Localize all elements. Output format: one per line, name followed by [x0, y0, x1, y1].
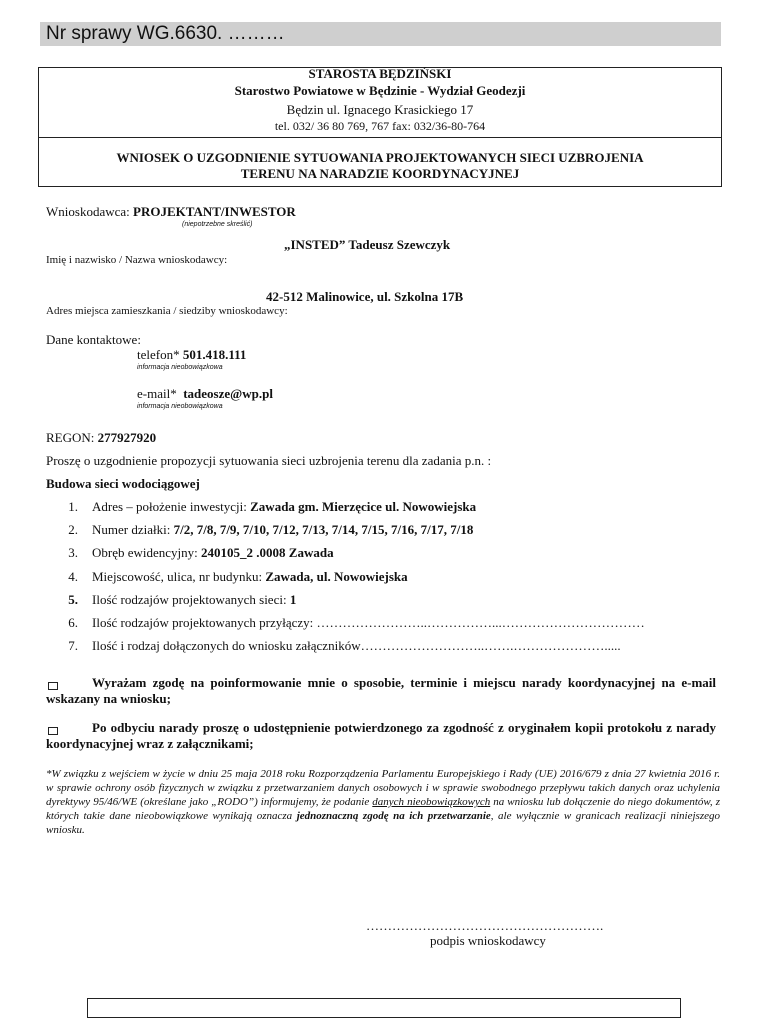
list-item	[62, 569, 408, 585]
phone-value: 501.418.111	[182, 347, 247, 362]
gdpr-text-part1: *W związku z wejściem w życie w dniu 25 maja 2018 roku Rozporządzenia Parlamentu Europejskiego i Rady (UE) 2016/679 z dnia 27 kwietnia 2016 r. w sprawie ochrony osób fizycznych w związku z przetwarzaniem danych osobowych i w sprawie swobodnego przepływu takich danych oraz uchylenia dyrektywy 95/46/WE (określane jako „RODO”) informujemy, że podanie	[46, 768, 720, 808]
org-address: Będzin ul. Ignacego Krasickiego 17	[286, 102, 474, 117]
applicant-note: (niepotrzebne skreślić)	[182, 221, 253, 228]
item-value: 7/2, 7/8, 7/9, 7/10, 7/12, 7/13, 7/14, 7/15, 7/16, 7/17, 7/18	[173, 522, 474, 537]
email-note: informacja nieobowiązkowa	[137, 403, 223, 410]
org-phone: tel. 032/ 36 80 769, 767 fax: 032/36-80-764	[274, 119, 486, 133]
item-label: Ilość rodzajów projektowanych sieci:	[92, 592, 287, 607]
org-title: STAROSTA BĘDZIŃSKI	[308, 66, 452, 81]
task-name: Budowa sieci wodociągowej	[46, 476, 200, 491]
request-text: Proszę o uzgodnienie propozycji sytuowania sieci uzbrojenia terenu dla zadania p.n. :	[46, 453, 492, 468]
footer-box	[87, 998, 681, 1018]
form-title-line1: WNIOSEK O UZGODNIENIE SYTUOWANIA PROJEKTOWANYCH SIECI UZBROJENIA	[116, 150, 644, 165]
item-value: Zawada, ul. Nowowiejska	[265, 569, 408, 584]
gdpr-text-part3: , ale wyłącznie w granicach realizacji niniejszego wniosku.	[46, 810, 720, 836]
item-label: Numer działki:	[92, 522, 171, 537]
applicant-address-label: Adres miejsca zamieszkania / siedziby wnioskodawcy:	[46, 305, 288, 317]
email-row	[137, 386, 273, 402]
signature-line: ……………………………………………….	[366, 918, 604, 933]
item-number: 2.	[68, 522, 78, 537]
regon-value: 277927920	[97, 430, 157, 445]
consent-protocol-text: Po odbyciu narady proszę o udostępnienie potwierdzonego za zgodność z oryginałem kopii protokołu z narady koordynacyjnej wraz z załącznikami;	[46, 720, 716, 751]
phone-label: telefon*	[137, 347, 180, 362]
list-item	[62, 638, 621, 654]
header-divider	[38, 137, 722, 138]
consent-email-text: Wyrażam zgodę na poinformowanie mnie o sposobie, terminie i miejscu narady koordynacyjnej na e-mail wskazany na wniosku;	[46, 675, 716, 706]
list-item	[62, 499, 476, 515]
item-label: Ilość rodzajów projektowanych przyłączy: ……………………..……………...……………………………	[92, 615, 645, 630]
form-title-line2: TERENU NA NARADZIE KOORDYNACYJNEJ	[240, 166, 520, 181]
regon-row	[46, 430, 156, 446]
list-item	[62, 545, 334, 561]
item-value: 1	[289, 592, 297, 607]
case-number-bar	[40, 22, 721, 46]
applicant-row	[46, 204, 296, 220]
org-subtitle: Starostwo Powiatowe w Będzinie - Wydział Geodezji	[234, 83, 526, 98]
applicant-address: 42-512 Malinowice, ul. Szkolna 17B	[266, 289, 464, 304]
list-item	[62, 592, 296, 608]
phone-note: informacja nieobowiązkowa	[137, 364, 223, 371]
regon-label: REGON:	[46, 430, 95, 445]
item-number: 3.	[68, 545, 78, 560]
item-number: 1.	[68, 499, 78, 514]
item-label: Miejscowość, ulica, nr budynku:	[92, 569, 263, 584]
gdpr-text-part2: na wniosku lub dołączenie do niego dokumentów, z których takie dane nieobowiązkowe wynikają oznacza	[46, 796, 720, 822]
item-label: Adres – położenie inwestycji:	[92, 499, 247, 514]
case-number: Nr sprawy WG.6630. ………	[46, 23, 285, 44]
applicant-name: „INSTED” Tadeusz Szewczyk	[284, 237, 451, 252]
applicant-label: Wnioskodawca:	[46, 204, 130, 219]
list-item	[62, 522, 473, 538]
list-item	[62, 615, 645, 631]
signature-label: podpis wnioskodawcy	[430, 933, 546, 948]
gdpr-text-underlined: danych nieobowiązkowych	[372, 796, 491, 808]
item-number: 4.	[68, 569, 78, 584]
phone-row	[137, 347, 246, 363]
item-value: Zawada gm. Mierzęcice ul. Nowowiejska	[250, 499, 477, 514]
item-value: 240105_2 .0008 Zawada	[201, 545, 334, 560]
item-label: Ilość i rodzaj dołączonych do wniosku załączników………………………..…….………………….....	[92, 638, 621, 653]
email-label: e-mail*	[137, 386, 177, 401]
email-value: tadeosze@wp.pl	[183, 386, 273, 401]
contact-label: Dane kontaktowe:	[46, 332, 141, 347]
item-number: 5.	[68, 592, 78, 607]
item-label: Obręb ewidencyjny:	[92, 545, 198, 560]
gdpr-note	[46, 767, 720, 837]
item-number: 7.	[68, 638, 78, 653]
applicant-name-label: Imię i nazwisko / Nazwa wnioskodawcy:	[46, 254, 228, 266]
gdpr-text-bold: jednoznaczną zgodę na ich przetwarzanie	[296, 810, 491, 822]
applicant-type: PROJEKTANT/INWESTOR	[133, 204, 296, 219]
item-number: 6.	[68, 615, 78, 630]
